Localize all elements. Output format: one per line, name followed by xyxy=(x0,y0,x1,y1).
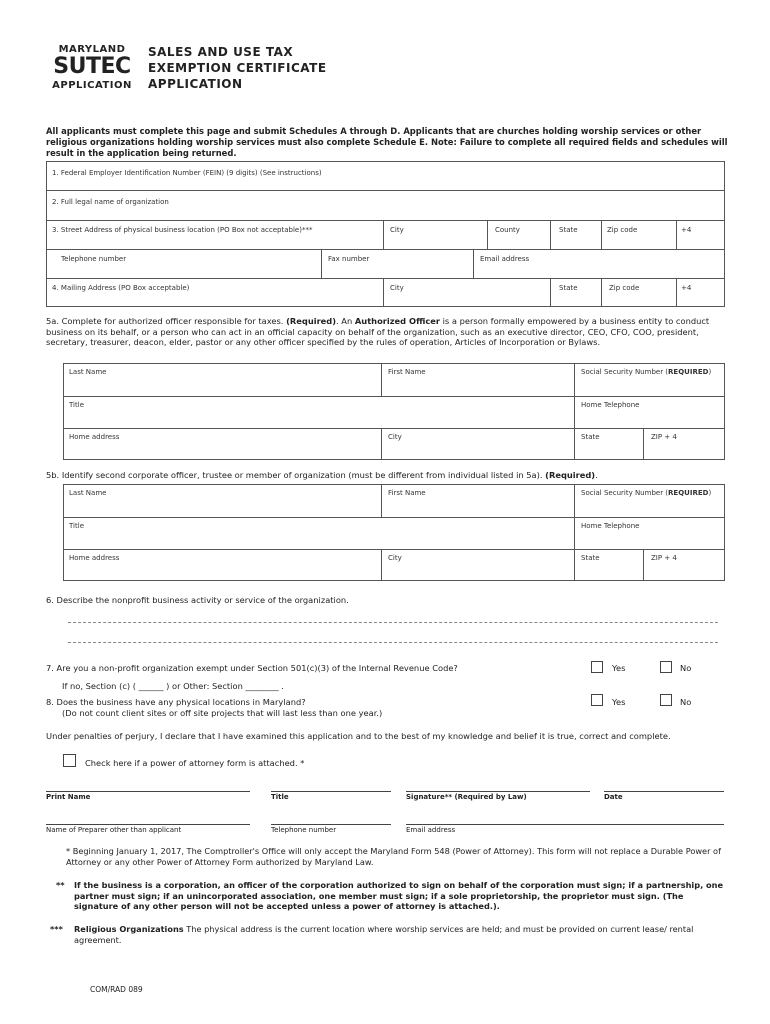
form-title xyxy=(148,44,408,92)
county-field[interactable]: County xyxy=(495,226,520,234)
mailing-zip-field[interactable]: Zip code xyxy=(609,284,640,292)
officer2-home-telephone[interactable]: Home Telephone xyxy=(581,522,640,530)
signature-label: Signature** (Required by Law) xyxy=(406,793,527,801)
question-6: 6. Describe the nonprofit business activity or service of the organization. xyxy=(46,595,349,605)
date-label: Date xyxy=(604,793,623,801)
telephone-line[interactable] xyxy=(271,824,391,825)
form-title-line3: APPLICATION xyxy=(148,77,243,91)
question-7: 7. Are you a non-profit organization exempt under Section 501(c)(3) of the Internal Revenue Code? xyxy=(46,663,458,673)
power-of-attorney-label: Check here if a power of attorney form is attached. * xyxy=(85,758,305,768)
logo-maryland: MARYLAND xyxy=(58,44,126,55)
legal-name-field[interactable]: 2. Full legal name of organization xyxy=(52,198,169,206)
organization-info-box xyxy=(46,161,725,307)
form-title-line1: SALES AND USE TAX xyxy=(148,45,294,59)
question-7-sub[interactable]: If no, Section (c) ( ______ ) or Other: Section ________ . xyxy=(62,681,284,691)
email-label: Email address xyxy=(406,826,456,834)
q7-no-label: No xyxy=(680,663,692,673)
city-field[interactable]: City xyxy=(390,226,404,234)
officer1-title[interactable]: Title xyxy=(69,401,85,409)
officer1-state[interactable]: State xyxy=(581,433,600,441)
mailing-address-field[interactable]: 4. Mailing Address (PO Box acceptable) xyxy=(52,284,190,292)
fax-field[interactable]: Fax number xyxy=(328,255,370,263)
officer2-title[interactable]: Title xyxy=(69,522,85,530)
title-label: Title xyxy=(271,793,289,801)
officer1-ssn[interactable]: Social Security Number (REQUIRED) xyxy=(581,368,712,376)
telephone-label: Telephone number xyxy=(271,826,337,834)
description-line-1[interactable] xyxy=(68,622,718,623)
officer1-zip4[interactable]: ZIP + 4 xyxy=(651,433,677,441)
date-line[interactable] xyxy=(604,791,724,792)
note-religious-organizations: Religious Organizations The physical address is the current location where worship services are held; and must be provided on current lease/ rental agreement. xyxy=(74,924,694,945)
intro-instructions: All applicants must complete this page and submit Schedules A through D. Applicants that are churches holding worship services or other religious organizations holding worship services must also complete Schedule E. Note: Failure to complete all required fields and schedules will result in the application being returned. xyxy=(46,126,728,158)
telephone-field[interactable]: Telephone number xyxy=(61,255,127,263)
note-2-marker: ** xyxy=(56,880,65,890)
officer1-city[interactable]: City xyxy=(388,433,402,441)
q7-yes-checkbox[interactable] xyxy=(591,661,603,673)
email-line[interactable] xyxy=(406,824,724,825)
q8-yes-checkbox[interactable] xyxy=(591,694,603,706)
zip-plus4-field[interactable]: +4 xyxy=(681,226,692,234)
logo-application: APPLICATION xyxy=(52,80,132,91)
mailing-city-field[interactable]: City xyxy=(390,284,404,292)
title-line[interactable] xyxy=(271,791,391,792)
q8-no-label: No xyxy=(680,697,692,707)
officer1-last-name[interactable]: Last Name xyxy=(69,368,107,376)
officer-5b-box xyxy=(63,484,725,581)
q7-yes-label: Yes xyxy=(612,663,626,673)
q7-no-checkbox[interactable] xyxy=(660,661,672,673)
officer2-city[interactable]: City xyxy=(388,554,402,562)
question-5a: 5a. Complete for authorized officer responsible for taxes. (Required). An Authorized Officer is a person formally empowered by a business entity to conduct business on its behalf, or a person who can act in an official capacity on behalf of the organization, such as an executive director, CEO, CFO, COO, president, secretary, treasurer, deacon, elder, pastor or any other officer specified by the rules of operation, Articles of Incorporation or Bylaws. xyxy=(46,316,710,347)
fein-field[interactable]: 1. Federal Employer Identification Number (FEIN) (9 digits) (See instructions) xyxy=(52,169,322,177)
question-5b: 5b. Identify second corporate officer, trustee or member of organization (must be different from individual listed in 5a). (Required). xyxy=(46,470,598,480)
preparer-label: Name of Preparer other than applicant xyxy=(46,826,182,834)
mailing-state-field[interactable]: State xyxy=(559,284,578,292)
form-number: COM/RAD 089 xyxy=(90,985,143,994)
officer2-first-name[interactable]: First Name xyxy=(388,489,426,497)
q8-yes-label: Yes xyxy=(612,697,626,707)
question-8-sub: (Do not count client sites or off site projects that will last less than one year.) xyxy=(62,708,383,718)
note-3-marker: *** xyxy=(50,924,63,934)
zip-field[interactable]: Zip code xyxy=(607,226,638,234)
print-name-line[interactable] xyxy=(46,791,250,792)
power-of-attorney-checkbox[interactable] xyxy=(63,754,76,767)
question-8: 8. Does the business have any physical locations in Maryland? xyxy=(46,697,306,707)
logo-sutec: SUTEC xyxy=(53,54,131,79)
preparer-line[interactable] xyxy=(46,824,250,825)
officer-5a-box xyxy=(63,363,725,460)
officer2-ssn[interactable]: Social Security Number (REQUIRED) xyxy=(581,489,712,497)
mailing-zip-plus4-field[interactable]: +4 xyxy=(681,284,692,292)
state-field[interactable]: State xyxy=(559,226,578,234)
form-title-line2: EXEMPTION CERTIFICATE xyxy=(148,61,327,75)
officer2-zip4[interactable]: ZIP + 4 xyxy=(651,554,677,562)
street-address-field[interactable]: 3. Street Address of physical business location (PO Box not acceptable)*** xyxy=(52,226,313,234)
note-signer-rules: If the business is a corporation, an officer of the corporation authorized to sign on behalf of the corporation must sign; if a partnership, one partner must sign; if an unincorporated association, one member must sign; if a sole proprietorship, the proprietor must sign. (The signature of any other person will not be accepted unless a power of attorney is attached.). xyxy=(74,880,724,911)
signature-line[interactable] xyxy=(406,791,590,792)
officer2-home-address[interactable]: Home address xyxy=(69,554,120,562)
print-name-label: Print Name xyxy=(46,793,91,801)
officer1-first-name[interactable]: First Name xyxy=(388,368,426,376)
email-field[interactable]: Email address xyxy=(480,255,530,263)
q8-no-checkbox[interactable] xyxy=(660,694,672,706)
note-power-of-attorney: * Beginning January 1, 2017, The Comptroller's Office will only accept the Maryland Form 548 (Power of Attorney). This form will not replace a Durable Power of Attorney or any other Power of Attorney Form authorized by Maryland Law. xyxy=(66,846,721,867)
officer1-home-telephone[interactable]: Home Telephone xyxy=(581,401,640,409)
officer1-home-address[interactable]: Home address xyxy=(69,433,120,441)
description-line-2[interactable] xyxy=(68,642,718,643)
officer2-last-name[interactable]: Last Name xyxy=(69,489,107,497)
perjury-statement: Under penalties of perjury, I declare that I have examined this application and to the best of my knowledge and belief it is true, correct and complete. xyxy=(46,731,671,741)
officer2-state[interactable]: State xyxy=(581,554,600,562)
